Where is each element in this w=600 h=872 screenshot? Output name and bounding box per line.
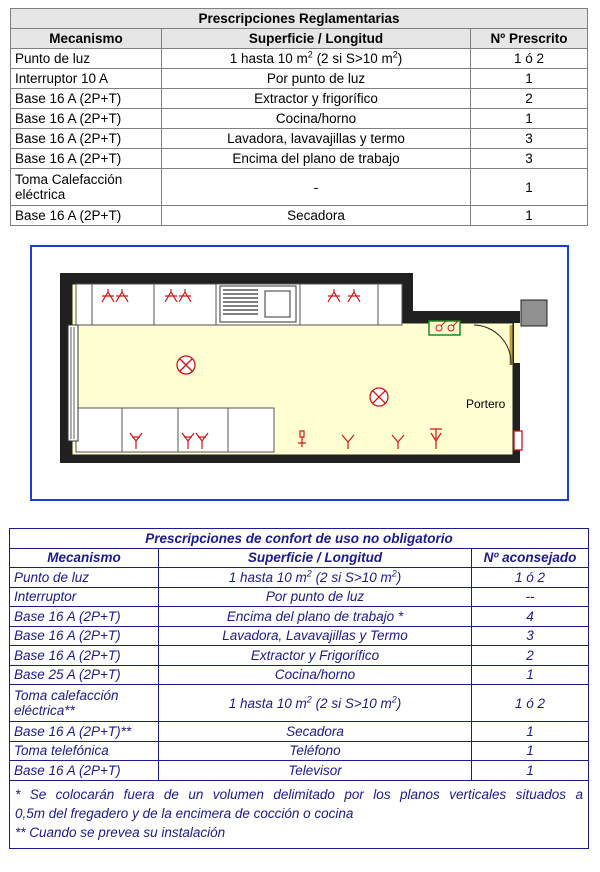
cell-valor: 1 ó 2	[472, 685, 589, 722]
cell-mecanismo: Base 16 A (2P+T)	[10, 646, 159, 666]
table-row	[11, 129, 588, 149]
table-row	[11, 206, 588, 226]
table-title: Prescripciones de confort de uso no obligatorio	[10, 529, 589, 549]
table-row	[10, 587, 589, 607]
switch-icon	[429, 321, 460, 335]
cell-superficie: Cocina/horno	[159, 665, 472, 685]
mecanismo-line2: eléctrica**	[14, 703, 75, 718]
kitchen-plan-diagram	[30, 245, 569, 501]
stove-grill	[223, 290, 258, 314]
cell-valor: 1	[471, 109, 588, 129]
cell-valor: 1	[472, 741, 589, 761]
heater-socket-icon	[514, 431, 522, 450]
note-1-line-2: 0,5m del fregadero y de la encimera de cocción o cocina	[15, 805, 354, 821]
table-row	[10, 607, 589, 627]
cell-mecanismo: Base 16 A (2P+T)	[10, 626, 159, 646]
superficie-text: 1 hasta 10 m	[229, 51, 308, 66]
table-row	[10, 646, 589, 666]
cell-valor: 1	[472, 722, 589, 742]
superficie-text-end: )	[397, 51, 403, 66]
mecanismo-line2: eléctrica	[15, 187, 66, 202]
cell-superficie: Secadora	[159, 722, 472, 742]
cell-valor: 3	[472, 626, 589, 646]
mecanismo-line1: Toma Calefacción	[15, 172, 123, 187]
notes-row	[10, 780, 589, 848]
cell-superficie: Encima del plano de trabajo	[162, 149, 471, 169]
cell-superficie: Cocina/horno	[162, 109, 471, 129]
superscript: 2	[306, 568, 312, 579]
superficie-text-mid: (2 si S>10 m	[312, 51, 393, 66]
cell-valor: 1	[471, 169, 588, 206]
cell-mecanismo: Interruptor	[10, 587, 159, 607]
cell-mecanismo: Punto de luz	[10, 568, 159, 588]
cell-superficie: Lavadora, lavavajillas y termo	[162, 129, 471, 149]
superscript: 2	[306, 694, 312, 704]
cell-superficie: Extractor y frigorífico	[162, 89, 471, 109]
table-row	[10, 761, 589, 781]
window	[68, 325, 78, 441]
cell-mecanismo: Base 16 A (2P+T)	[11, 109, 162, 129]
table-row	[11, 109, 588, 129]
cell-valor: 4	[472, 607, 589, 627]
door-gap	[514, 323, 520, 363]
table-row	[10, 665, 589, 685]
cell-mecanismo	[10, 685, 159, 722]
cell-valor: 1	[471, 206, 588, 226]
superficie-text: 1 hasta 10 m	[228, 695, 307, 711]
cell-mecanismo: Base 16 A (2P+T)	[10, 607, 159, 627]
cell-valor: 1	[471, 69, 588, 89]
stove-burner	[265, 291, 290, 317]
table-row	[10, 626, 589, 646]
cell-superficie: Por punto de luz	[162, 69, 471, 89]
header-superficie: Superficie / Longitud	[159, 548, 472, 568]
cell-superficie	[159, 568, 472, 588]
meter-box	[521, 300, 547, 326]
cell-valor: 3	[471, 129, 588, 149]
header-mecanismo: Mecanismo	[11, 29, 162, 49]
prescripciones-confort-table	[9, 528, 589, 849]
cell-valor: 1 ó 2	[471, 49, 588, 69]
table-row	[11, 169, 588, 206]
cell-superficie: Extractor y Frigorífico	[159, 646, 472, 666]
superficie-text-mid: (2 si S>10 m	[311, 695, 392, 711]
cell-mecanismo: Base 16 A (2P+T)	[11, 89, 162, 109]
bottom-counter	[76, 408, 274, 452]
superscript: 2	[391, 694, 397, 704]
cell-superficie: Televisor	[159, 761, 472, 781]
table-title-row	[10, 529, 589, 549]
cell-mecanismo: Interruptor 10 A	[11, 69, 162, 89]
portero-label: Portero	[466, 397, 506, 411]
cell-valor: 1 ó 2	[472, 568, 589, 588]
table-title: Prescripciones Reglamentarias	[11, 9, 588, 29]
cell-mecanismo: Toma telefónica	[10, 741, 159, 761]
note-1-line-1: * Se colocarán fuera de un volumen delimitado por los planos verticales situados a	[15, 786, 583, 802]
cell-superficie: Lavadora, Lavavajillas y Termo	[159, 626, 472, 646]
table-row	[10, 685, 589, 722]
cell-mecanismo: Base 16 A (2P+T)	[10, 761, 159, 781]
superficie-text-mid: (2 si S>10 m	[311, 569, 392, 585]
table-row	[10, 741, 589, 761]
cell-superficie: Encima del plano de trabajo *	[159, 607, 472, 627]
table-header-row	[10, 548, 589, 568]
header-aconsejado: Nº aconsejado	[472, 548, 589, 568]
light-point-icon	[177, 356, 195, 374]
table-row	[10, 568, 589, 588]
table-row	[10, 722, 589, 742]
cell-valor: 3	[471, 149, 588, 169]
cell-valor: --	[472, 587, 589, 607]
cell-mecanismo: Base 16 A (2P+T)**	[10, 722, 159, 742]
cell-mecanismo: Base 16 A (2P+T)	[11, 129, 162, 149]
prescripciones-reglamentarias-table	[10, 8, 588, 226]
cell-mecanismo	[11, 169, 162, 206]
cell-valor: 2	[471, 89, 588, 109]
table-row	[11, 49, 588, 69]
superficie-text-end: )	[396, 569, 402, 585]
header-prescrito: Nº Prescrito	[471, 29, 588, 49]
superficie-text: 1 hasta 10 m	[228, 569, 307, 585]
cell-mecanismo: Base 25 A (2P+T)	[10, 665, 159, 685]
cell-valor: 2	[472, 646, 589, 666]
cell-superficie: -	[162, 169, 471, 206]
note-2: ** Cuando se prevea su instalación	[15, 824, 226, 840]
cell-superficie	[162, 49, 471, 69]
cell-superficie: Secadora	[162, 206, 471, 226]
superficie-text-end: )	[396, 695, 402, 711]
table-row	[11, 149, 588, 169]
table-title-row	[11, 9, 588, 29]
cell-mecanismo: Base 16 A (2P+T)	[11, 206, 162, 226]
cell-valor: 1	[472, 761, 589, 781]
superscript: 2	[307, 49, 313, 60]
cell-superficie	[159, 685, 472, 722]
table-row	[11, 89, 588, 109]
superscript: 2	[392, 49, 398, 60]
table-header-row	[11, 29, 588, 49]
header-superficie: Superficie / Longitud	[162, 29, 471, 49]
cell-mecanismo: Punto de luz	[11, 49, 162, 69]
cell-superficie: Por punto de luz	[159, 587, 472, 607]
superscript: 2	[391, 568, 397, 579]
cell-mecanismo: Base 16 A (2P+T)	[11, 149, 162, 169]
cell-valor: 1	[472, 665, 589, 685]
mecanismo-line1: Toma calefacción	[14, 688, 119, 703]
table-notes	[10, 780, 589, 848]
light-point-icon	[370, 388, 388, 406]
cell-superficie: Teléfono	[159, 741, 472, 761]
table-row	[11, 69, 588, 89]
header-mecanismo: Mecanismo	[10, 548, 159, 568]
